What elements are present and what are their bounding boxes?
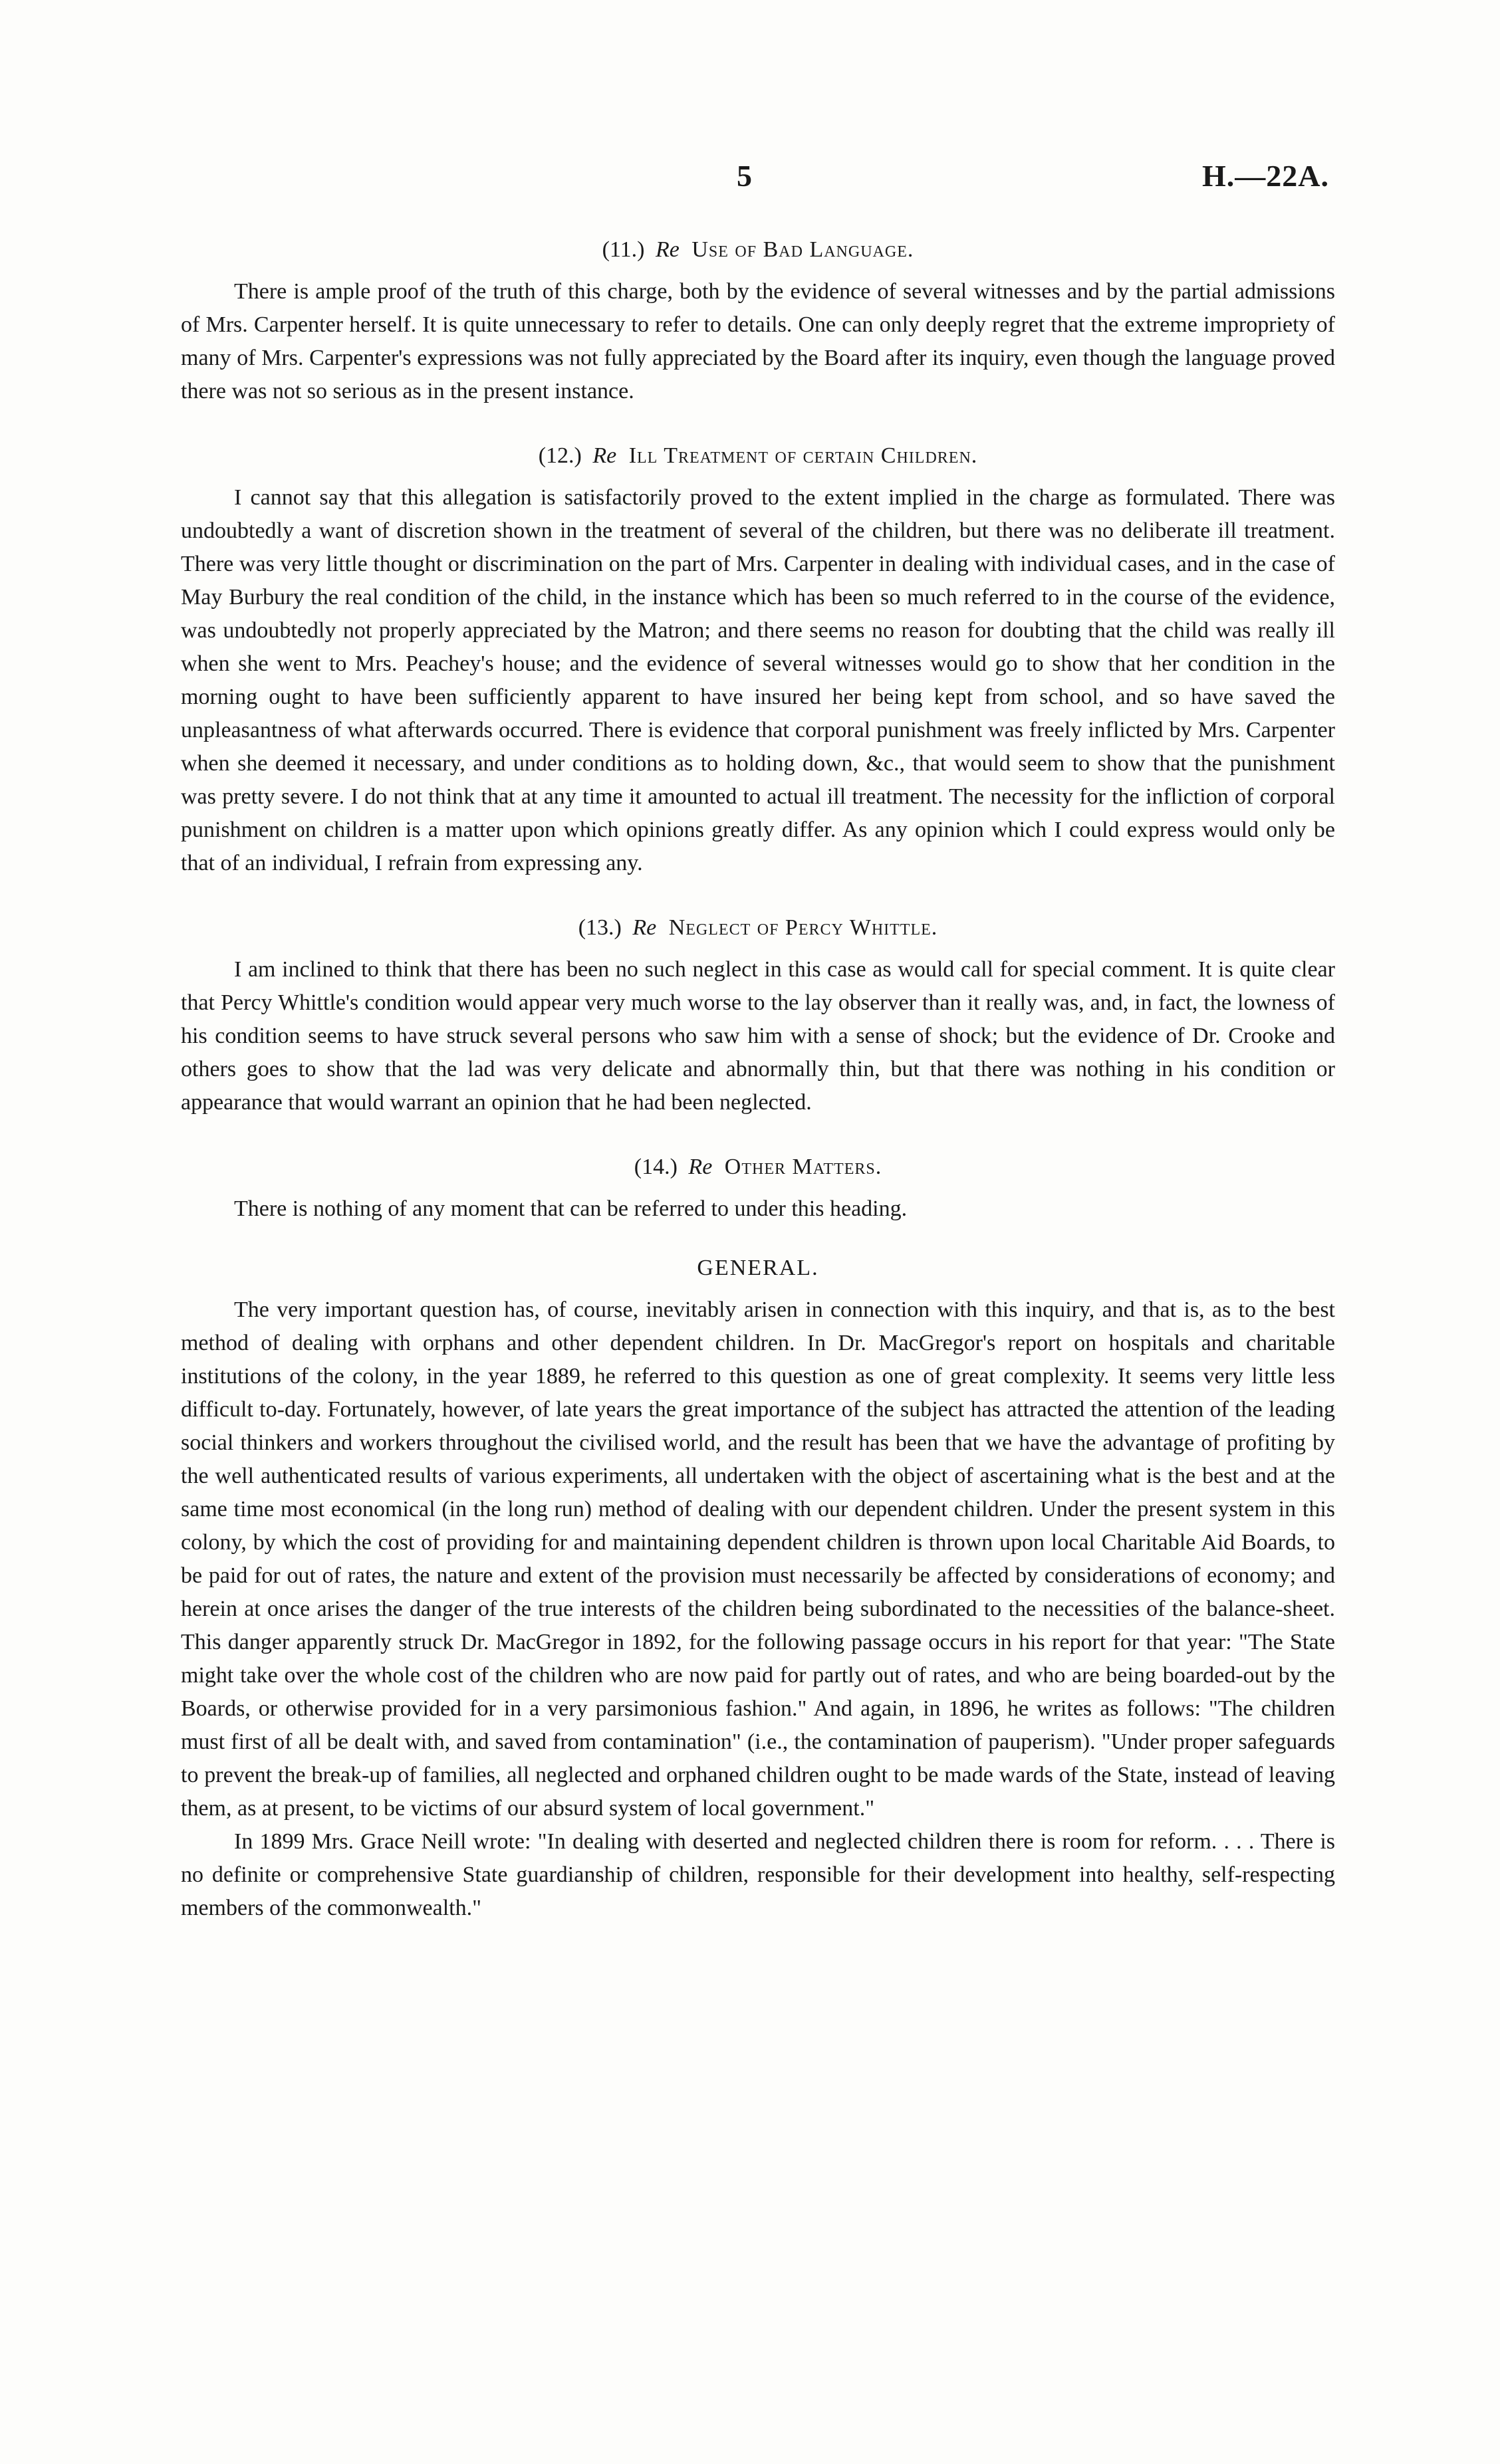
- section-12: [181, 439, 1335, 880]
- section-number: (11.): [602, 237, 645, 262]
- section-paragraph: I am inclined to think that there has been no such neglect in this case as would call for special comment. It is quite clear that Percy Whittle's condition would appear very much worse to the lay observer than it really was, and, in fact, the lowness of his condition seems to have struck several persons who saw him with a sense of shock; but the evidence of Dr. Crooke and others goes to show that the lad was very delicate and abnormally thin, but that there was nothing in his condition or appearance that would warrant an opinion that he had been neglected.: [181, 957, 1335, 1115]
- section-title: Other Matters.: [724, 1155, 882, 1179]
- section-paragraph: There is nothing of any moment that can be referred to under this heading.: [234, 1196, 908, 1221]
- section-number: (12.): [538, 443, 582, 468]
- section-13: [181, 911, 1335, 1119]
- section-14: [181, 1150, 1335, 1226]
- section-heading: [181, 1150, 1335, 1184]
- section-paragraph: There is ample proof of the truth of this charge, both by the evidence of several witnesses and by the partial admissions of Mrs. Carpenter herself. It is quite unnecessary to refer to details. One can only deeply regret that the extreme impropriety of many of Mrs. Carpenter's expressions was not fully appreciated by the Board after its inquiry, even though the language proved there was not so serious as in the present instance.: [181, 279, 1335, 403]
- section-number: (13.): [578, 915, 622, 940]
- general-paragraph: In 1899 Mrs. Grace Neill wrote: "In dealing with deserted and neglected children there is room for reform. . . . There is no definite or comprehensive State guardianship of children, responsible for their development into healthy, self-respecting members of the commonwealth.": [181, 1829, 1335, 1920]
- page-header: [0, 158, 1500, 198]
- general-heading: GENERAL.: [697, 1256, 819, 1280]
- section-heading: [181, 233, 1335, 267]
- page-number: 5: [737, 159, 752, 193]
- section-title: Neglect of Percy Whittle.: [668, 915, 938, 940]
- section-11: [181, 233, 1335, 408]
- section-re: Re: [592, 443, 617, 468]
- general-paragraph: The very important question has, of course, inevitably arisen in connection with this inquiry, and that is, as to the best method of dealing with orphans and other dependent children. In Dr. MacGregor's report on hospitals and charitable institutions of the colony, in the year 1889, he referred to this question as one of great complexity. It seems very little less difficult to-day. Fortunately, however, of late years the great importance of the subject has attracted the attention of the leading social thinkers and workers throughout the civilised world, and the result has been that we have the advantage of profiting by the well authenticated results of various experiments, all undertaken with the object of ascertaining what is the best and at the same time most economical (in the long run) method of dealing with our dependent children. Under the present system in this colony, by which the cost of providing for and maintaining dependent children is thrown upon local Charitable Aid Boards, to be paid for out of rates, the nature and extent of the provision must necessarily be affected by considerations of economy; and herein at once arises the danger of the true interests of the children being subordinated to the necessities of the balance-sheet. This danger apparently struck Dr. MacGregor in 1892, for the following passage occurs in his report for that year: "The State might take over the whole cost of the children who are now paid for partly out of rates, and who are being boarded-out by the Boards, or otherwise provided for in a very parsimonious fashion." And again, in 1896, he writes as follows: "The children must first of all be dealt with, and saved from contamination" (i.e., the contamination of pauperism). "Under proper safeguards to prevent the break-up of families, all neglected and orphaned children ought to be made wards of the State, instead of leaving them, as at present, to be victims of our absurd system of local government.": [181, 1297, 1335, 1821]
- document-reference: H.—22A.: [1202, 159, 1329, 193]
- section-title: Use of Bad Language.: [691, 237, 914, 262]
- section-re: Re: [688, 1155, 713, 1179]
- section-number: (14.): [634, 1155, 678, 1179]
- section-re: Re: [632, 915, 657, 940]
- section-heading: [181, 911, 1335, 945]
- section-general: [181, 1251, 1335, 1925]
- section-title: Ill Treatment of certain Children.: [628, 443, 978, 468]
- section-re: Re: [656, 237, 680, 262]
- section-paragraph: I cannot say that this allegation is satisfactorily proved to the extent implied in the charge as formulated. There was undoubtedly a want of discretion shown in the treatment of several of the children, but there was no deliberate ill treatment. There was very little thought or discrimination on the part of Mrs. Carpenter in dealing with individual cases, and in the case of May Burbury the real condition of the child, in the instance which has been so much referred to in the course of the evidence, was undoubtedly not properly appreciated by the Matron; and there seems no reason for doubting that the child was really ill when she went to Mrs. Peachey's house; and the evidence of several witnesses would go to show that her condition in the morning ought to have been sufficiently apparent to have insured her being kept from school, and so have saved the unpleasantness of what afterwards occurred. There is evidence that corporal punishment was freely inflicted by Mrs. Carpenter when she deemed it necessary, and under conditions as to holding down, &c., that would seem to show that the punishment was pretty severe. I do not think that at any time it amounted to actual ill treatment. The necessity for the infliction of corporal punishment on children is a matter upon which opinions greatly differ. As any opinion which I could express would only be that of an individual, I refrain from expressing any.: [181, 485, 1335, 875]
- section-heading: [181, 439, 1335, 473]
- page-content: [181, 233, 1335, 1956]
